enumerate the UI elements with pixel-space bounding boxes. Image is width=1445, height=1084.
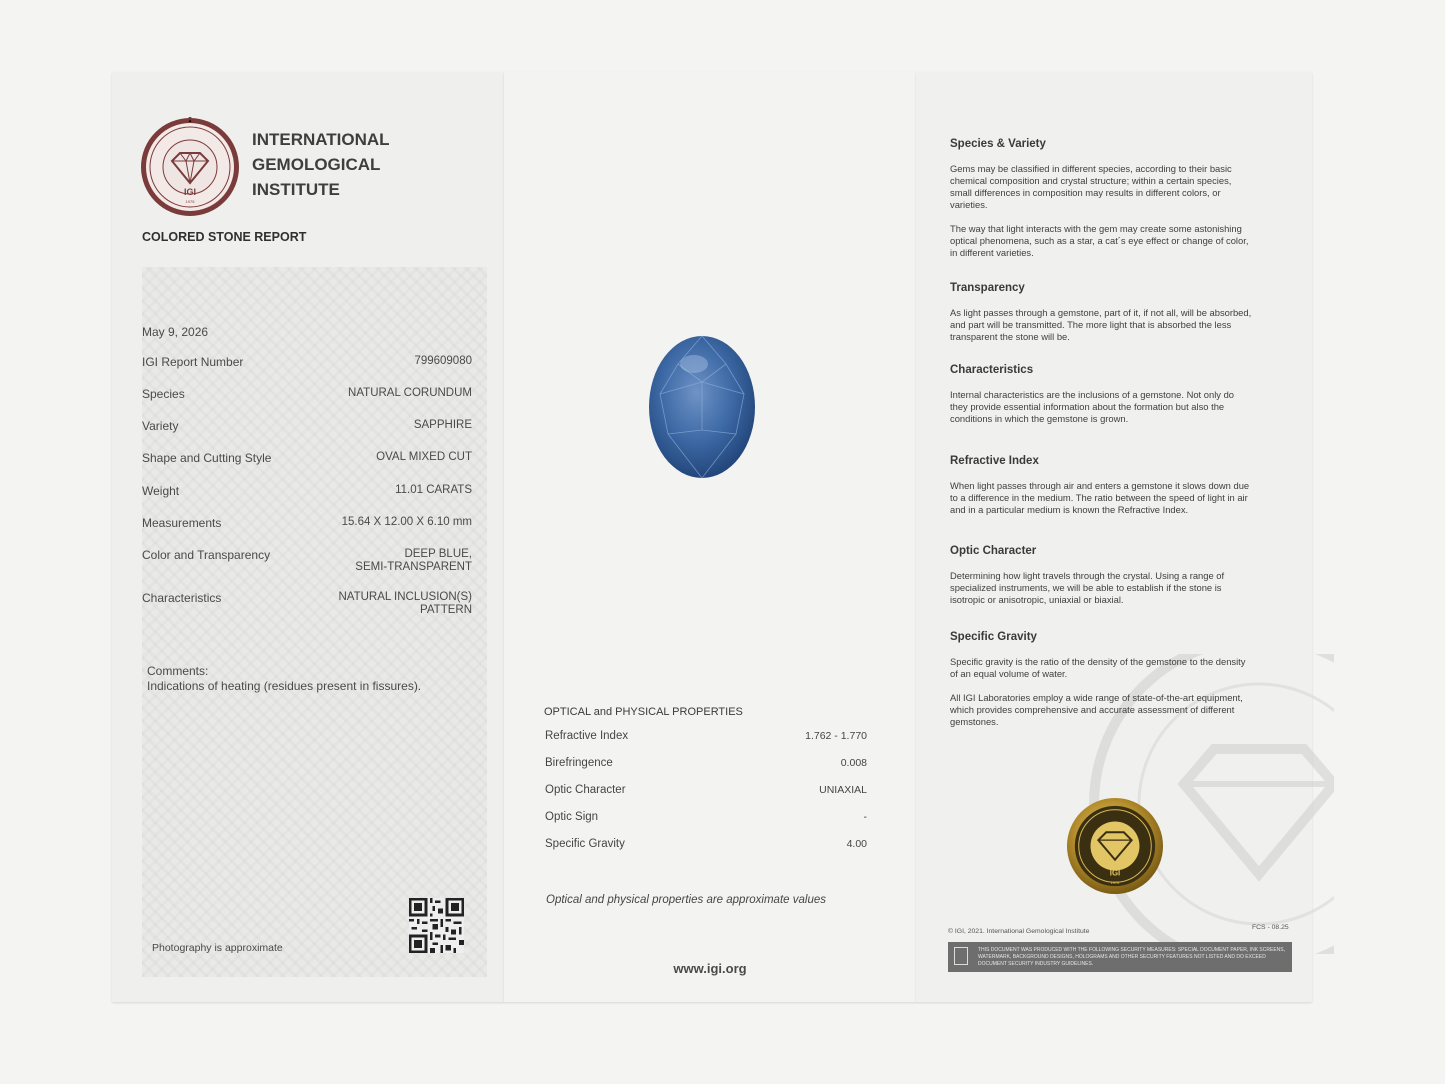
igi-seal-icon [140, 117, 240, 217]
svg-text:1975: 1975 [185, 199, 195, 204]
info-optic-character: Optic Character Determining how light travels through the crystal. Using a range of specialized instruments, we will be able to establish if the stone is isotropic or anisotropic, uniaxial or biaxial. [950, 545, 1225, 605]
security-notice: THIS DOCUMENT WAS PRODUCED WITH THE FOLLOWING SECURITY MEASURES: SPECIAL DOCUMENT PAPER, INK SCREENS, WATERMARK, BACKGROUND DESIGNS, HOLOGRAMS AND OTHER SECURITY FEATURES NOT LISTED AND DO EXCEED DOCUMENT SECURITY INDUSTRY GUIDELINES. [948, 942, 1292, 972]
gold-hologram-seal-icon [1066, 797, 1164, 895]
svg-text:IGI: IGI [183, 187, 197, 197]
security-pattern [142, 267, 487, 977]
report-title: COLORED STONE REPORT [142, 230, 307, 244]
report-panel-left: IGI 1975 INTERNATIONAL GEMOLOGICAL INSTITUTE COLORED STONE REPORT May 9, 2026 IGI Report Number 799609080 Species NATURAL CORUNDUM Variety SAPPHIRE Shape and Cutting Style OVAL MIXED CUT Weight 11.01 CARATS Measurements 15.64 X 12.00 X 6.10 mm Color and Transparency DEEP BLUE, SEMI-TRANSPARENT Characteristics NATURAL INCLUSION(S) PATTERN Comments: Indications of heating (residues present in fissures). Photography is approximate [112, 72, 504, 1002]
info-transparency: Transparency As light passes through a gemstone, part of it, if not all, will be absorbed, and part will be transmitted. The more light that is absorbed the less transparent the stone will be. [950, 282, 1252, 342]
institute-name: INTERNATIONAL GEMOLOGICAL INSTITUTE [252, 130, 390, 199]
info-characteristics: Characteristics Internal characteristics are the inclusions of a gemstone. Not only do they provide essential information about the formation but also the conditions in which the gemstone is grown. [950, 364, 1235, 424]
info-specific-gravity: Specific Gravity Specific gravity is the ratio of the density of the gemstone to the density of an equal volume of water. All IGI Laboratories employ a wide range of state-of-the-art equipment, which provides comprehensive and accurate assessment of different gemstones. [950, 631, 1246, 727]
photo-note: Photography is approximate [152, 942, 283, 954]
comments-text: Indications of heating (residues present in fissures). [147, 679, 422, 693]
comments-label: Comments: [147, 664, 209, 678]
comments [147, 664, 421, 694]
document-icon [954, 947, 968, 965]
report-document [112, 72, 1312, 1002]
website-link[interactable]: www.igi.org [673, 961, 747, 976]
report-panel-middle: OPTICAL and PHYSICAL PROPERTIES Refractive Index 1.762 - 1.770 Birefringence 0.008 Optic Character UNIAXIAL Optic Sign - Specific Gravity 4.00 Optical and physical properties are approximate values www.igi.org [504, 72, 916, 1002]
properties-note: Optical and physical properties are approximate values [546, 894, 826, 906]
properties-title: OPTICAL and PHYSICAL PROPERTIES [544, 706, 743, 718]
info-refractive-index: Refractive Index When light passes through air and enters a gemstone it slows down due to a difference in the medium. The ratio between the speed of light in air and in a particular medium is known the Refractive Index. [950, 455, 1250, 515]
svg-text:IGI: IGI [1109, 868, 1121, 878]
form-code: FCS - 08.25 [1252, 924, 1289, 931]
report-date: May 9, 2026 [142, 325, 209, 339]
copyright: © IGI, 2021. International Gemological Institute [948, 928, 1090, 935]
report-panel-right [916, 72, 1312, 1002]
info-species-variety: Species & Variety Gems may be classified in different species, according to their basic chemical composition and crystal structure; within a certain species, small differences in composition may results in different colors, or varieties. The way that light interacts with the gem may create some astonishing optical phenomena, such as a star, a cat´s eye effect or change of color, in different varieties. [950, 138, 1249, 258]
gemstone-photo [648, 334, 756, 480]
svg-text:1975: 1975 [1110, 880, 1120, 886]
qr-code-icon[interactable] [409, 898, 464, 953]
